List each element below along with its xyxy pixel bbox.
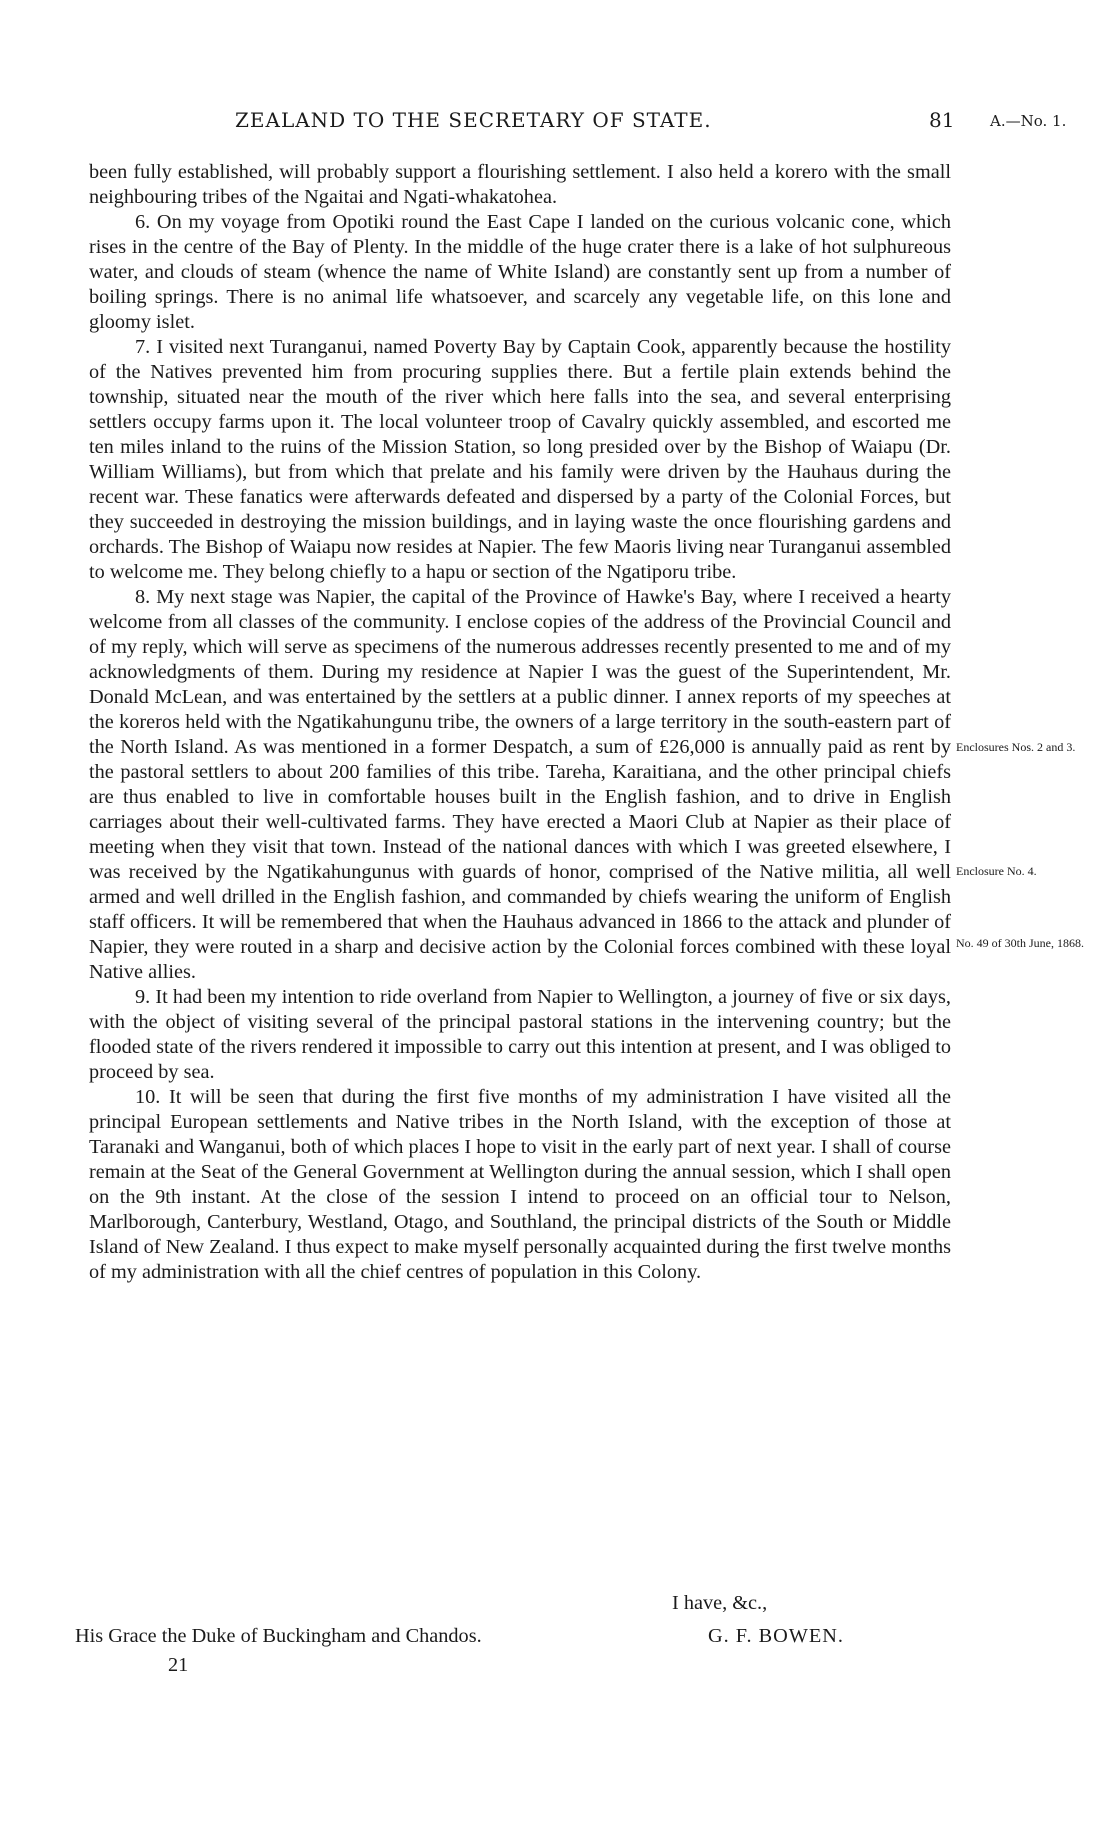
addressee: His Grace the Duke of Buckingham and Chandos. (75, 1625, 482, 1647)
page-number: 81 (929, 108, 955, 132)
document-reference: A.—No. 1. (990, 112, 1067, 130)
paragraph-continuation: been fully established, will probably support a flourishing settlement. I also held a korero with the small neighbouring tribes of the Ngaitai and Ngati-whakatohea. (89, 161, 951, 208)
paragraph-10: 10. It will be seen that during the first five months of my administration I have visited all the principal European settlements and Native tribes in the North Island, with the exception of those at Taranaki and Wanganui, both of which places I hope to visit in the early part of next year. I shall of course remain at the Seat of the General Government at Wellington during the annual session, which I shall open on the 9th instant. At the close of the session I intend to proceed on an official tour to Nelson, Marlborough, Canterbury, Westland, Otago, and Southland, the principal districts of the South or Middle Island of New Zealand. I thus expect to make myself personally acquainted during the first twelve months of my administration with all the chief centres of population in this Colony. (89, 1086, 951, 1283)
closing-salutation: I have, &c., (672, 1592, 768, 1614)
paragraph-7: 7. I visited next Turanganui, named Poverty Bay by Captain Cook, apparently because the hostility of the Natives prevented him from procuring supplies there. But a fertile plain extends behind the township, situated near the mouth of the river which here falls into the sea, and several enterprising settlers occupy farms upon it. The local volunteer troop of Cavalry quickly assembled, and escorted me ten miles inland to the ruins of the Mission Station, so long presided over by the Bishop of Waiapu (Dr. William Williams), but from which that prelate and his family were driven by the Hauhaus during the recent war. These fanatics were afterwards defeated and dispersed by a party of the Colonial Forces, but they succeeded in destroying the mission buildings, and in laying waste the once flourishing gardens and orchards. The Bishop of Waiapu now resides at Napier. The few Maoris living near Turanganui assembled to welcome me. They belong chiefly to a hapu or section of the Ngatiporu tribe. (89, 336, 951, 583)
margin-note-enclosure-4: Enclosure No. 4. (956, 864, 1037, 878)
margin-note-enclosures: Enclosures Nos. 2 and 3. (956, 740, 1076, 754)
letter-body (89, 160, 951, 1285)
margin-note-despatch: No. 49 of 30th June, 1868. (956, 936, 1084, 950)
paragraph-9: 9. It had been my intention to ride overland from Napier to Wellington, a journey of five or six days, with the object of visiting several of the principal pastoral stations in the intervening country; but the flooded state of the rivers rendered it impossible to carry out this intention at present, and I was obliged to proceed by sea. (89, 986, 951, 1083)
signature: G. F. BOWEN. (708, 1625, 845, 1647)
paragraph-6: 6. On my voyage from Opotiki round the East Cape I landed on the curious volcanic cone, which rises in the centre of the Bay of Plenty. In the middle of the huge crater there is a lake of hot sulphureous water, and clouds of steam (whence the name of White Island) are constantly sent up from a number of boiling springs. There is no animal life whatsoever, and scarcely any vegetable life, on this lone and gloomy islet. (89, 211, 951, 333)
paragraph-8: 8. My next stage was Napier, the capital of the Province of Hawke's Bay, where I received a hearty welcome from all classes of the community. I enclose copies of the address of the Provincial Council and of my reply, which will serve as specimens of the numerous addresses recently presented to me and of my acknowledgments of them. During my residence at Napier I was the guest of the Superintendent, Mr. Donald McLean, and was entertained by the settlers at a public dinner. I annex reports of my speeches at the koreros held with the Ngatikahungunu tribe, the owners of a large territory in the south-eastern part of the North Island. As was mentioned in a former Despatch, a sum of £26,000 is annually paid as rent by the pastoral settlers to about 200 families of this tribe. Tareha, Karaitiana, and the other principal chiefs are thus enabled to live in comfortable houses built in the English fashion, and to drive in English carriages about their well-cultivated farms. They have erected a Maori Club at Napier as their place of meeting when they visit that town. Instead of the national dances with which I was greeted elsewhere, I was received by the Ngatikahungunus with guards of honor, comprised of the Native militia, all well armed and well drilled in the English fashion, and commanded by chiefs wearing the uniform of English staff officers. It will be remembered that when the Hauhaus advanced in 1866 to the attack and plunder of Napier, they were routed in a sharp and decisive action by the Colonial forces combined with these loyal Native allies. (89, 586, 951, 983)
sheet-number: 21 (168, 1654, 189, 1676)
running-header-title: ZEALAND TO THE SECRETARY OF STATE. (235, 108, 712, 132)
